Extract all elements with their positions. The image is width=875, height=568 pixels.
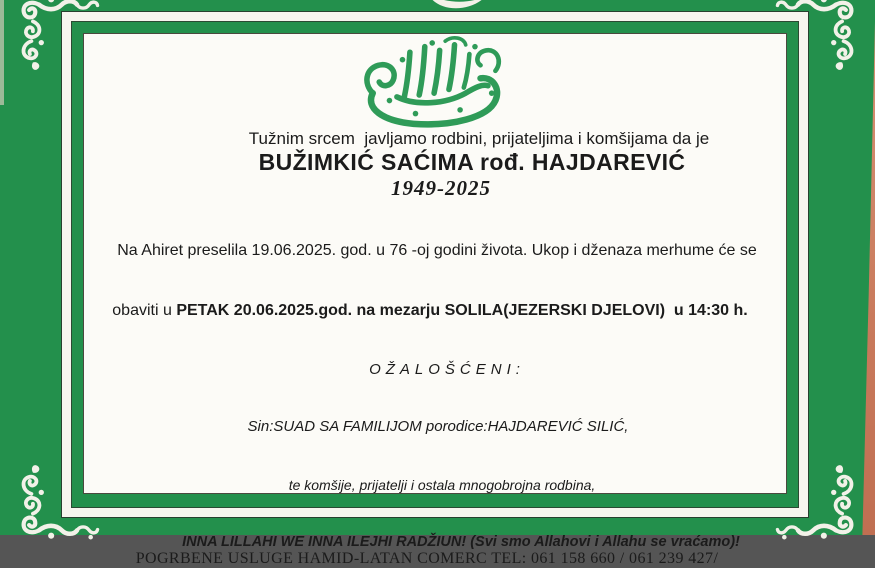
mourners-line1: Sin:SUAD SA FAMILIJOM porodice:HAJDAREVIĆ SILIĆ,: [248, 418, 629, 437]
funeral-service-contact: POGRBENE USLUGE HAMID-LATAN COMERC TEL: 061 158 660 / 061 239 427/: [136, 550, 719, 568]
prayer-line: INNA LILLAHI WE INNA ILEJHI RADŽIUN! (Svi smo Allahovi i Allahu se vraćamo)!: [182, 534, 740, 550]
bismillah-calligraphy-icon: [356, 35, 514, 129]
notice-panel: [83, 33, 787, 494]
mourners-heading: OŽALOŠĆENI:: [369, 361, 525, 378]
scan-corner-artifact: [0, 0, 4, 105]
life-years: 1949-2025: [391, 176, 491, 201]
funeral-details: [115, 201, 755, 361]
mourners-line2: te komšije, prijatelji i ostala mnogobrojna rodbina,: [252, 477, 633, 495]
scan-edge-artifact: [861, 0, 875, 535]
details-line2: [110, 301, 750, 321]
frame-white-band: [61, 11, 809, 518]
deceased-name: BUŽIMKIĆ SAĆIMA rođ. HAJDAREVIĆ: [259, 149, 686, 176]
intro-line: Tužnim srcem javljamo rodbini, prijateljima i komšijama da je: [249, 129, 709, 149]
frame-green-band: [71, 21, 799, 508]
mourners-list: [245, 378, 626, 534]
details-line1: Na Ahiret preselila 19.06.2025. god. u 76 -oj godini života. Ukop i dženaza merhume će se: [117, 241, 757, 261]
details-line2-prefix: obaviti u: [112, 302, 176, 319]
details-line2-bold: PETAK 20.06.2025.god. na mezarju SOLILA(JEZERSKI DJELOVI) u 14:30 h.: [176, 302, 747, 319]
